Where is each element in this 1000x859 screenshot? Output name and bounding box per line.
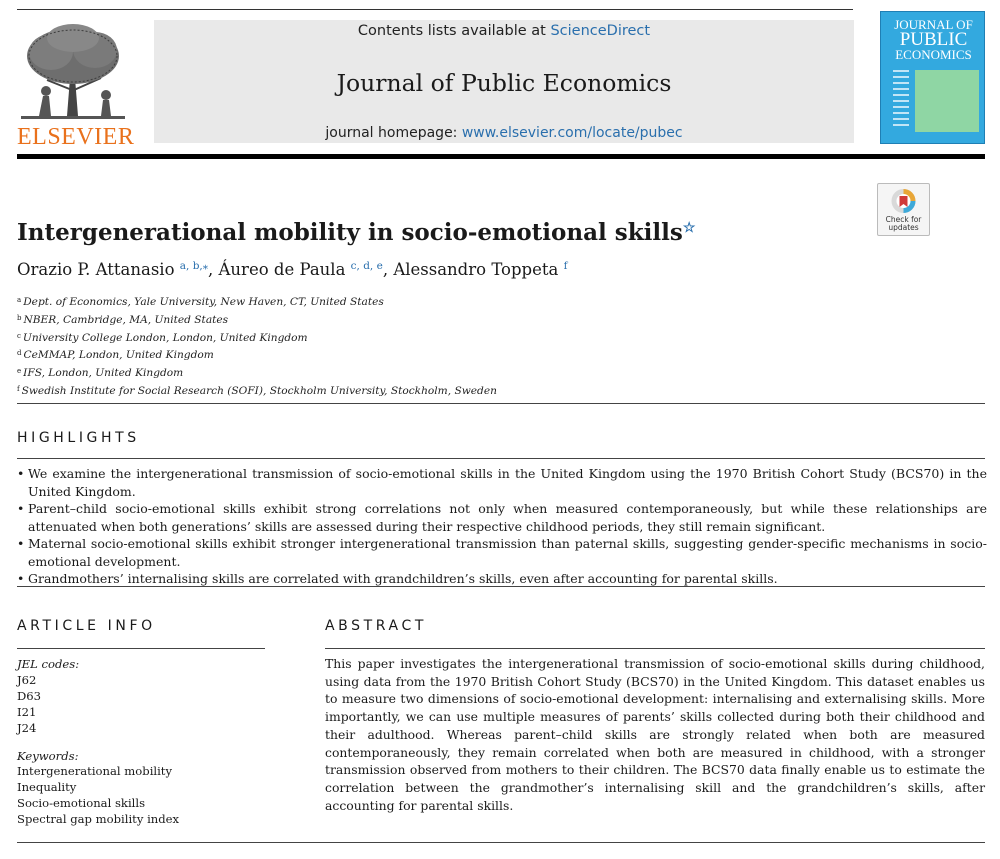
keyword[interactable]: Inequality: [17, 780, 77, 795]
highlight-item: [17, 465, 987, 500]
keyword[interactable]: Intergenerational mobility: [17, 764, 173, 779]
highlights-rule: [17, 458, 985, 459]
title-footnote-star[interactable]: ☆: [682, 220, 696, 236]
highlight-text: Grandmothers’ internalising skills are correlated with grandchildren’s skills, even after accounting for parental skills.: [28, 571, 778, 586]
publisher-wordmark: ELSEVIER: [17, 124, 135, 150]
elsevier-logo[interactable]: [17, 20, 135, 150]
cover-panel: [915, 70, 979, 132]
journal-title: Journal of Public Economics: [336, 69, 672, 97]
affiliation-item: [17, 329, 497, 347]
cover-line-3: ECONOMICS: [895, 47, 972, 63]
jel-code: D63: [17, 688, 42, 703]
contents-prefix: Contents lists available at: [357, 23, 551, 39]
article-info-rule: [17, 648, 265, 649]
affiliation-mark: e: [17, 367, 22, 376]
masthead-rule: [17, 154, 985, 159]
author-name[interactable]: Áureo de Paula: [218, 260, 346, 279]
keyword[interactable]: Spectral gap mobility index: [17, 812, 180, 827]
bullet-icon: •: [17, 501, 25, 516]
highlight-item: [17, 570, 987, 588]
highlight-text: We examine the intergenerational transmission of socio-emotional skills in the United Kingdom using the 1970 British Cohort Study (BCS70) in the United Kingdom.: [28, 466, 987, 499]
affiliation-text: NBER, Cambridge, MA, United States: [23, 313, 229, 326]
article-info-block: [17, 657, 179, 828]
check-label-line-1: Check for: [885, 215, 922, 224]
jel-codes-label: JEL codes:: [17, 657, 80, 671]
highlight-text: Parent–child socio-emotional skills exhibit strong correlations not only when measured contemporaneously, but while these relationships are attenuated when both generations’ skills are assessed during their respective childhood periods, they still remain significant.: [28, 501, 987, 534]
bottom-rule: [17, 842, 985, 843]
article-info-heading: ARTICLE INFO: [17, 618, 156, 634]
top-rule: [17, 9, 853, 10]
cover-title: [881, 19, 985, 62]
affiliation-mark: d: [17, 349, 22, 358]
affiliation-mark: f: [17, 384, 20, 393]
keyword[interactable]: Socio-emotional skills: [17, 796, 146, 811]
bullet-icon: •: [17, 466, 25, 481]
highlights-list: [17, 465, 987, 588]
contents-line: [154, 23, 854, 39]
cover-decoration: [893, 70, 909, 132]
keywords-label: Keywords:: [17, 748, 79, 763]
author-name[interactable]: Alessandro Toppeta: [393, 260, 559, 279]
check-label-line-2: updates: [888, 222, 919, 232]
journal-cover-thumbnail[interactable]: [880, 11, 985, 144]
homepage-line: [154, 125, 854, 141]
homepage-link[interactable]: www.elsevier.com/locate/pubec: [461, 125, 683, 141]
author-separator: ,: [208, 260, 219, 279]
check-for-updates-button[interactable]: [877, 183, 930, 236]
highlight-item: [17, 535, 987, 570]
author-separator: ,: [382, 260, 394, 279]
update-badge-icon: [878, 186, 929, 218]
affiliation-text: Dept. of Economics, Yale University, New Haven, CT, United States: [23, 296, 384, 308]
affiliation-item: [17, 382, 497, 400]
cover-line-1: JOURNAL OF: [894, 17, 973, 32]
abstract-heading: ABSTRACT: [325, 618, 427, 634]
highlights-heading: HIGHLIGHTS: [17, 430, 140, 446]
affiliation-mark: a: [17, 296, 22, 304]
affiliation-text: University College London, London, United Kingdom: [22, 331, 308, 344]
cover-line-2: PUBLIC: [899, 29, 968, 51]
affiliation-text: Swedish Institute for Social Research (SOFI), Stockholm University, Stockholm, Sweden: [21, 384, 497, 397]
affiliation-text: CeMMAP, London, United Kingdom: [23, 349, 214, 362]
homepage-prefix: journal homepage:: [325, 125, 462, 141]
section-divider: [17, 586, 985, 587]
article-title-text: Intergenerational mobility in socio-emotional skills: [17, 219, 683, 246]
affiliation-list: [17, 293, 497, 400]
author-affiliation-marks[interactable]: f: [563, 260, 568, 272]
jel-code: I21: [17, 704, 37, 719]
jel-code: J62: [17, 672, 37, 687]
abstract-text: This paper investigates the intergenerational transmission of socio-emotional skills during childhood, using data from the 1970 British Cohort Study (BCS70) in the United Kingdom. This dataset enables us to measure two dimensions of socio-emotional development: internalising and externalising skills. More importantly, we can use multiple measures of parents’ skills collected during both their childhood and their adulthood. Whereas parent–child skills are strongly related when both are measured contemporaneously, they remain correlated when both are measured in childhood, with a stronger transmission observed from mothers to their children. The BCS70 data finally enable us to estimate the correlation between the grandmother’s internalising skill and the grandchildren’s skills, after accounting for parental skills.: [325, 656, 985, 813]
highlight-text: Maternal socio-emotional skills exhibit stronger intergenerational transmission than paternal skills, suggesting gender-specific mechanisms in socio-emotional development.: [28, 536, 987, 569]
section-divider: [17, 403, 985, 404]
affiliation-item: [17, 293, 497, 311]
tree-icon: [17, 20, 129, 124]
affiliation-mark: c: [17, 331, 21, 340]
affiliation-item: [17, 364, 497, 382]
journal-banner: [154, 20, 854, 143]
affiliation-item: [17, 346, 497, 364]
affiliation-text: IFS, London, United Kingdom: [23, 367, 184, 380]
article-title: [17, 219, 695, 246]
affiliation-item: [17, 311, 497, 329]
abstract-rule: [325, 648, 985, 649]
affiliation-mark: b: [17, 313, 22, 322]
jel-code: J24: [17, 720, 37, 735]
bullet-icon: •: [17, 536, 25, 551]
check-for-updates-label: [878, 216, 929, 232]
author-name[interactable]: Orazio P. Attanasio: [17, 260, 175, 279]
bullet-icon: •: [17, 571, 25, 586]
author-affiliation-marks[interactable]: a, b,⁎: [179, 260, 209, 272]
highlight-item: [17, 500, 987, 535]
sciencedirect-link[interactable]: ScienceDirect: [550, 23, 651, 39]
author-list: [17, 260, 567, 279]
author-affiliation-marks[interactable]: c, d, e: [350, 260, 383, 272]
